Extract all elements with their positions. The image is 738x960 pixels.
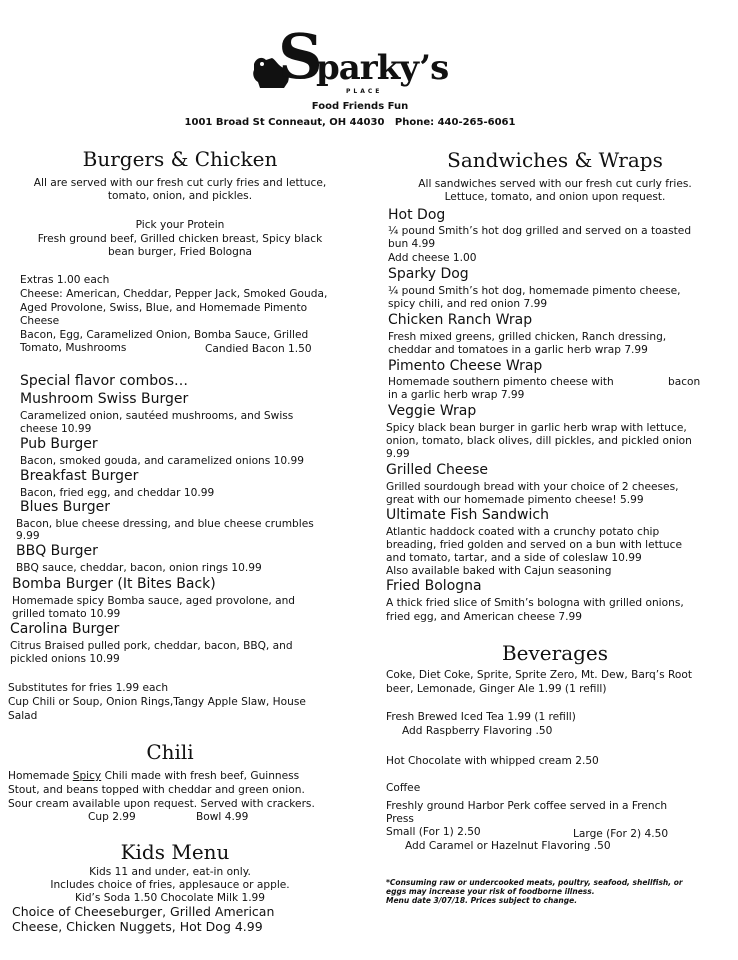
beverages-title: Beverages: [501, 641, 609, 665]
coffee-flavor: Add Caramel or Hazelnut Flavoring .50: [405, 840, 611, 852]
menu-item-desc: Bacon, blue cheese dressing, and blue cheese crumbles: [16, 518, 314, 530]
logo-letter-s: S: [278, 20, 322, 93]
menu-item-desc: cheese 10.99: [20, 423, 92, 435]
menu-item-desc: A thick fried slice of Smith’s bologna with grilled onions,: [386, 597, 684, 609]
menu-item-desc: Homemade spicy Bomba sauce, aged provolone, and: [12, 595, 296, 607]
hot-chocolate: Hot Chocolate with whipped cream 2.50: [386, 755, 599, 767]
kids-line-2: Includes choice of fries, applesauce or apple.: [50, 879, 290, 891]
subs-2: Cup Chili or Soup, Onion Rings,Tangy Apple Slaw, House: [8, 696, 306, 708]
menu-item-name: Pub Burger: [20, 436, 98, 452]
menu-item-name: Sparky Dog: [388, 266, 469, 282]
menu-item-name: Fried Bologna: [386, 578, 482, 594]
protein-title: Pick your Protein: [135, 219, 225, 231]
menu-item-desc: great with our homemade pimento cheese! 5.99: [386, 494, 644, 506]
protein-line-1: Fresh ground beef, Grilled chicken breast, Spicy black: [37, 233, 323, 245]
extras-6: Tomato, Mushrooms: [20, 342, 127, 354]
coffee-large: Large (For 2) 4.50: [573, 828, 669, 840]
menu-item-name: Blues Burger: [20, 499, 110, 515]
disclaimer-3: Menu date 3/07/18. Prices subject to change.: [386, 896, 578, 905]
menu-item-name: BBQ Burger: [16, 543, 98, 559]
extras-1: Extras 1.00 each: [20, 274, 110, 286]
sandwiches-intro-2: Lettuce, tomato, and onion upon request.: [444, 191, 666, 203]
menu-item-desc: pickled onions 10.99: [10, 653, 120, 665]
combos-title: Special flavor combos…: [20, 373, 188, 389]
phone: Phone: 440-265-6061: [394, 117, 516, 128]
menu-item-name: Mushroom Swiss Burger: [20, 391, 189, 407]
menu-item-desc: breading, fried golden and served on a bun with lettuce: [386, 539, 682, 551]
coffee-line-2: Press: [386, 813, 414, 825]
address-line: [180, 117, 520, 128]
menu-item-desc: Homemade southern pimento cheese with: [388, 376, 614, 388]
menu-item-desc: Bacon, smoked gouda, and caramelized onions 10.99: [20, 455, 304, 467]
sandwiches-intro-1: All sandwiches served with our fresh cut curly fries.: [418, 178, 692, 190]
extras-2: Cheese: American, Cheddar, Pepper Jack, Smoked Gouda,: [20, 288, 328, 300]
menu-item-desc: BBQ sauce, cheddar, bacon, onion rings 10.99: [16, 562, 262, 574]
soda-line-1: Coke, Diet Coke, Sprite, Sprite Zero, Mt. Dew, Barq’s Root: [386, 669, 692, 681]
sandwiches-title: Sandwiches & Wraps: [447, 148, 663, 172]
menu-item-name: Chicken Ranch Wrap: [388, 312, 533, 328]
coffee-title: Coffee: [386, 782, 421, 794]
menu-item-name: Hot Dog: [388, 207, 446, 223]
menu-item-desc: Atlantic haddock coated with a crunchy potato chip: [386, 526, 660, 538]
kids-line-3: Kid’s Soda 1.50 Chocolate Milk 1.99: [74, 892, 266, 904]
menu-item-desc: Bacon, fried egg, and cheddar 10.99: [20, 487, 215, 499]
kids-line-4: Choice of Cheeseburger, Grilled American: [12, 904, 275, 919]
menu-item-desc: 9.99: [386, 448, 410, 460]
burgers-intro-2: tomato, onion, and pickles.: [107, 190, 253, 202]
chili-cup: Cup 2.99: [88, 811, 136, 823]
menu-item-desc: and tomato, tartar, and a side of coleslaw 10.99: [386, 552, 642, 564]
menu-item-name: Pimento Cheese Wrap: [388, 358, 543, 374]
menu-item-desc: fried egg, and American cheese 7.99: [386, 611, 582, 623]
coffee-line-1: Freshly ground Harbor Perk coffee served in a French: [386, 800, 668, 812]
menu-item-desc: spicy chili, and red onion 7.99: [388, 298, 548, 310]
menu-item-name: Breakfast Burger: [20, 468, 139, 484]
burgers-title: Burgers & Chicken: [82, 147, 278, 171]
extras-4: Cheese: [20, 315, 60, 327]
tea-line-2: Add Raspberry Flavoring .50: [402, 725, 553, 737]
menu-item-desc: ¼ pound Smith’s hot dog grilled and served on a toasted: [388, 225, 692, 237]
menu-item-desc: Grilled sourdough bread with your choice of 2 cheeses,: [386, 481, 679, 493]
menu-item-desc: onion, tomato, black olives, dill pickles, and pickled onion: [386, 435, 692, 447]
candied-bacon: Candied Bacon 1.50: [205, 343, 312, 355]
menu-item-desc: Citrus Braised pulled pork, cheddar, bacon, BBQ, and: [10, 640, 293, 652]
extras-3: Aged Provolone, Swiss, Blue, and Homemade Pimento: [20, 302, 308, 314]
menu-item-desc: cheddar and tomatoes in a garlic herb wrap 7.99: [388, 344, 648, 356]
kids-title: Kids Menu: [120, 840, 230, 864]
menu-item-name: Grilled Cheese: [386, 462, 489, 478]
menu-item-name: Ultimate Fish Sandwich: [386, 507, 549, 523]
tea-line-1: Fresh Brewed Iced Tea 1.99 (1 refill): [386, 711, 576, 723]
menu-item-desc: Add cheese 1.00: [388, 252, 477, 264]
menu-item-desc: Fresh mixed greens, grilled chicken, Ranch dressing,: [388, 331, 667, 343]
burgers-intro-1: All are served with our fresh cut curly fries and lettuce,: [33, 177, 327, 189]
menu-item-desc: Also available baked with Cajun seasoning: [386, 565, 612, 577]
soda-line-2: beer, Lemonade, Ginger Ale 1.99 (1 refill): [386, 683, 607, 695]
chili-line-1-post: Chili made with fresh beef, Guinness: [101, 770, 300, 782]
subs-3: Salad: [8, 710, 38, 722]
kids-line-1: Kids 11 and under, eat-in only.: [89, 866, 251, 878]
chili-line-2: Stout, and beans topped with cheddar and green onion.: [8, 784, 305, 796]
kids-line-5: Cheese, Chicken Nuggets, Hot Dog 4.99: [12, 919, 263, 934]
logo-wordmark: parky’s: [316, 48, 449, 88]
chili-bowl: Bowl 4.99: [196, 811, 249, 823]
subs-1: Substitutes for fries 1.99 each: [8, 682, 169, 694]
menu-item-desc: in a garlic herb wrap 7.99: [388, 389, 525, 401]
chili-spicy: Spicy: [72, 770, 102, 782]
logo: [250, 20, 449, 96]
menu-item-desc: bacon: [668, 376, 701, 388]
extras-5: Bacon, Egg, Caramelized Onion, Bomba Sauce, Grilled: [20, 329, 309, 341]
menu-item-desc: ¼ pound Smith’s hot dog, homemade pimento cheese,: [388, 285, 681, 297]
chili-line-1-pre: Homemade: [8, 770, 73, 782]
tagline: Food Friends Fun: [311, 101, 409, 112]
coffee-small: Small (For 1) 2.50: [386, 826, 481, 838]
logo-place: PLACE: [346, 88, 383, 95]
chili-title: Chili: [146, 740, 194, 764]
menu-item-desc: 9.99: [16, 530, 40, 542]
chili-line-3: Sour cream available upon request. Served with crackers.: [8, 798, 315, 810]
menu-item-name: Bomba Burger (It Bites Back): [12, 576, 216, 592]
menu-item-desc: bun 4.99: [388, 238, 436, 250]
disclaimer-1: *Consuming raw or undercooked meats, poultry, seafood, shellfish, or: [386, 878, 683, 887]
protein-line-2: bean burger, Fried Bologna: [107, 246, 253, 258]
menu-item-desc: grilled tomato 10.99: [12, 608, 121, 620]
menu-item-desc: Spicy black bean burger in garlic herb wrap with lettuce,: [386, 422, 687, 434]
disclaimer-2: eggs may increase your risk of foodborne illness.: [386, 887, 595, 896]
menu-item-desc: Caramelized onion, sautéed mushrooms, and Swiss: [20, 410, 294, 422]
chili-line-1: [8, 770, 299, 783]
menu-item-name: Carolina Burger: [10, 621, 120, 637]
address: 1001 Broad St Conneaut, OH 44030: [184, 117, 385, 128]
menu-item-name: Veggie Wrap: [388, 403, 477, 419]
